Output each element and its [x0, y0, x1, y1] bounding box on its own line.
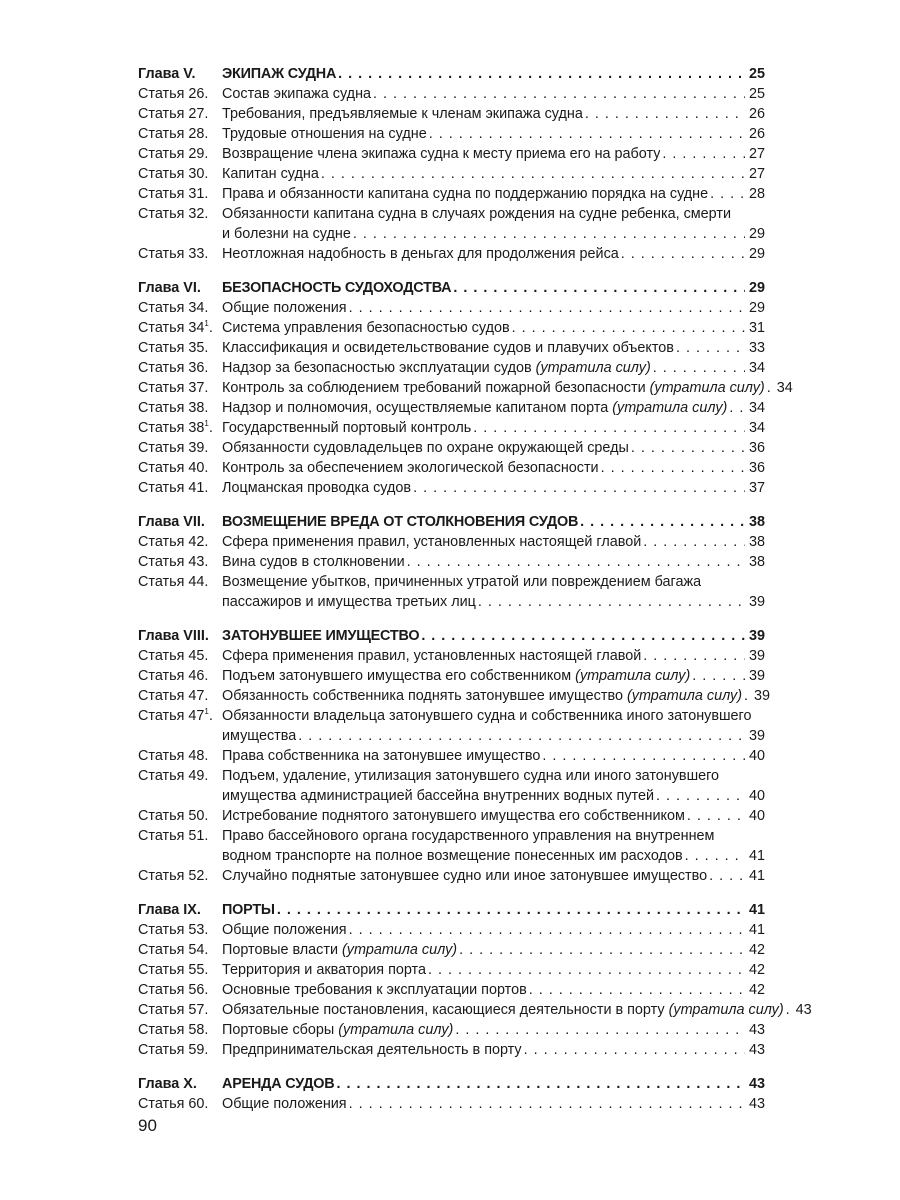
chapter-title: ПОРТЫ — [222, 902, 275, 918]
dot-leader — [473, 418, 745, 438]
article-label — [138, 184, 222, 204]
toc-chapter — [138, 626, 771, 886]
article-note: (утратила силу) — [668, 1002, 784, 1018]
dot-leader — [459, 940, 745, 960]
article-note: (утратила силу) — [626, 688, 743, 704]
article-entry — [138, 980, 765, 1000]
article-entry — [138, 84, 765, 104]
article-entry — [138, 478, 765, 498]
article-label-text: Статья 38. — [138, 400, 209, 416]
chapter-page-number: 29 — [748, 280, 765, 296]
article-label-text: Статья 32. — [138, 206, 209, 222]
article-entry — [138, 706, 765, 746]
article-label — [138, 104, 222, 124]
article-page-number: 25 — [748, 86, 765, 102]
article-label-text: Статья 41. — [138, 480, 209, 496]
article-label — [138, 358, 222, 378]
article-label — [138, 1040, 222, 1060]
article-label — [138, 318, 222, 338]
article-label — [138, 766, 222, 786]
dot-leader — [407, 552, 745, 572]
article-label — [138, 686, 222, 706]
article-entry — [138, 766, 765, 806]
article-page-number: 41 — [748, 868, 765, 884]
article-entry — [138, 144, 765, 164]
toc-chapter — [138, 512, 765, 612]
article-note: (утратила силу) — [338, 1022, 454, 1038]
article-superscript: 1 — [204, 419, 209, 429]
article-page-number: 29 — [748, 300, 765, 316]
article-entry — [138, 666, 765, 686]
article-label-text: Статья 51. — [138, 828, 209, 844]
article-label-text: Статья 47. — [138, 688, 209, 704]
article-page-number: 29 — [748, 246, 765, 262]
article-title: Подъем, удаление, утилизация затонувшего судна или иного затонувшего — [222, 768, 720, 784]
article-label-text: Статья 28. — [138, 126, 209, 142]
article-label-text: Статья 34. — [138, 300, 209, 316]
article-page-number: 42 — [748, 962, 765, 978]
article-label — [138, 164, 222, 184]
article-entry — [138, 1020, 765, 1040]
chapter-page-number: 25 — [748, 66, 765, 82]
article-label-text: Статья 30. — [138, 166, 209, 182]
dot-leader — [353, 224, 745, 244]
article-title: Сфера применения правил, установленных настоящей главой — [222, 534, 642, 550]
dot-leader — [662, 144, 745, 164]
article-label-text: Статья 46. — [138, 668, 209, 684]
article-title: Обязанности владельца затонувшего судна и собственника иного затонувшего — [222, 708, 752, 724]
article-label-text: Статья 38 — [138, 420, 205, 436]
article-entry — [138, 458, 765, 478]
article-entry — [138, 204, 765, 244]
article-title: Обязанности судовладельцев по охране окружающей среды — [222, 440, 629, 456]
article-label — [138, 398, 222, 418]
article-label-text: Статья 45. — [138, 648, 209, 664]
article-page-number: 28 — [748, 186, 765, 202]
article-page-number: 36 — [748, 460, 765, 476]
article-label — [138, 806, 222, 826]
article-label-text: Статья 48. — [138, 748, 209, 764]
article-page-number: 33 — [748, 340, 765, 356]
dot-leader — [729, 398, 745, 418]
article-page-number: 43 — [748, 1096, 765, 1112]
article-title-wrap — [222, 686, 742, 706]
article-label-text: Статья 49. — [138, 768, 209, 784]
article-page-number: 34 — [776, 380, 793, 396]
article-entry — [138, 686, 771, 706]
article-label-text: Статья 56. — [138, 982, 209, 998]
article-label-text: Статья 44. — [138, 574, 209, 590]
article-entry — [138, 438, 765, 458]
article-page-number: 36 — [748, 440, 765, 456]
article-label — [138, 458, 222, 478]
article-title-wrap — [222, 940, 457, 960]
article-page-number: 27 — [748, 166, 765, 182]
article-page-number: 39 — [748, 668, 765, 684]
dot-leader — [337, 1074, 746, 1094]
article-label-dot: . — [208, 708, 213, 724]
article-entry — [138, 338, 765, 358]
article-title: Подъем затонувшего имущества его собственником — [222, 668, 576, 684]
article-label — [138, 1094, 222, 1114]
article-label — [138, 866, 222, 886]
article-label — [138, 1000, 222, 1020]
chapter-page-number: 39 — [748, 628, 765, 644]
article-title: Право бассейнового органа государственного управления на внутреннем — [222, 828, 715, 844]
article-entry — [138, 318, 765, 338]
article-label-text: Статья 55. — [138, 962, 209, 978]
article-page-number: 39 — [748, 728, 765, 744]
article-label-text: Статья 54. — [138, 942, 209, 958]
article-page-number: 39 — [748, 648, 765, 664]
article-note: (утратила силу) — [342, 942, 458, 958]
article-label-text: Статья 29. — [138, 146, 209, 162]
article-superscript: 1 — [204, 319, 209, 329]
article-note: (утратила силу) — [649, 380, 765, 396]
article-title: Общие положения — [222, 300, 347, 316]
article-title: Общие положения — [222, 922, 347, 938]
dot-leader — [709, 866, 745, 886]
dot-leader — [349, 298, 745, 318]
article-title: Обязательные постановления, касающиеся деятельности в порту — [222, 1002, 669, 1018]
chapter-heading — [138, 900, 765, 920]
article-superscript: 1 — [204, 707, 209, 717]
chapter-heading — [138, 626, 765, 646]
dot-leader — [710, 184, 745, 204]
article-title: Права и обязанности капитана судна по поддержанию порядка на судне — [222, 186, 709, 202]
article-label-text: Статья 35. — [138, 340, 209, 356]
article-label — [138, 84, 222, 104]
dot-leader — [512, 318, 745, 338]
chapter-label: Глава VIII. — [138, 628, 209, 644]
dot-leader — [621, 244, 745, 264]
article-label-text: Статья 59. — [138, 1042, 209, 1058]
article-label-text: Статья 43. — [138, 554, 209, 570]
article-title: Надзор и полномочия, осуществляемые капитаном порта — [222, 400, 613, 416]
article-label — [138, 532, 222, 552]
article-title: пассажиров и имущества третьих лиц — [222, 594, 476, 610]
dot-leader — [656, 786, 745, 806]
article-label-text: Статья 36. — [138, 360, 209, 376]
article-page-number: 41 — [748, 848, 765, 864]
article-entry — [138, 124, 765, 144]
toc-chapter — [138, 64, 765, 264]
article-label — [138, 1020, 222, 1040]
article-label-text: Статья 42. — [138, 534, 209, 550]
article-label — [138, 144, 222, 164]
article-page-number: 43 — [748, 1042, 765, 1058]
article-page-number: 43 — [748, 1022, 765, 1038]
article-note: (утратила силу) — [575, 668, 691, 684]
table-of-contents — [138, 64, 812, 1128]
article-label — [138, 646, 222, 666]
article-title: Требования, предъявляемые к членам экипажа судна — [222, 106, 583, 122]
dot-leader — [767, 378, 773, 398]
article-page-number: 26 — [748, 126, 765, 142]
article-title-wrap — [222, 666, 690, 686]
toc-chapter — [138, 278, 793, 498]
article-label-text: Статья 58. — [138, 1022, 209, 1038]
article-label — [138, 572, 222, 592]
article-entry — [138, 184, 765, 204]
dot-leader — [643, 646, 745, 666]
article-title: Обязанность собственника поднять затонувшее имущество — [222, 688, 627, 704]
article-title: Сфера применения правил, установленных настоящей главой — [222, 648, 642, 664]
article-label-dot: . — [208, 420, 213, 436]
article-label-text: Статья 52. — [138, 868, 209, 884]
article-title: имущества администрацией бассейна внутренних водных путей — [222, 788, 654, 804]
dot-leader — [373, 84, 745, 104]
dot-leader — [478, 592, 745, 612]
chapter-heading — [138, 1074, 765, 1094]
article-entry — [138, 244, 765, 264]
article-page-number: 38 — [748, 534, 765, 550]
article-title: Возмещение убытков, причиненных утратой или повреждением багажа — [222, 574, 702, 590]
article-label-text: Статья 57. — [138, 1002, 209, 1018]
article-label — [138, 706, 222, 726]
article-page-number: 42 — [748, 942, 765, 958]
article-title: Контроль за соблюдением требований пожарной безопасности — [222, 380, 650, 396]
article-title: Трудовые отношения на судне — [222, 126, 427, 142]
article-label-text: Статья 60. — [138, 1096, 209, 1112]
dot-leader — [349, 920, 745, 940]
article-label-dot: . — [208, 320, 213, 336]
article-entry — [138, 960, 765, 980]
article-entry — [138, 806, 765, 826]
chapter-title: ЭКИПАЖ СУДНА — [222, 66, 337, 82]
article-entry — [138, 1040, 765, 1060]
article-label-text: Статья 34 — [138, 320, 205, 336]
article-page-number: 40 — [748, 808, 765, 824]
article-title: Возвращение члена экипажа судна к месту приема его на работу — [222, 146, 661, 162]
chapter-label: Глава V. — [138, 66, 196, 82]
article-label-text: Статья 39. — [138, 440, 209, 456]
chapter-label: Глава VI. — [138, 280, 201, 296]
dot-leader — [542, 746, 745, 766]
dot-leader — [601, 458, 745, 478]
chapter-title: ВОЗМЕЩЕНИЕ ВРЕДА ОТ СТОЛКНОВЕНИЯ СУДОВ — [222, 514, 579, 530]
article-entry — [138, 646, 765, 666]
article-entry — [138, 920, 765, 940]
article-label — [138, 826, 222, 846]
article-title: Неотложная надобность в деньгах для продолжения рейса — [222, 246, 619, 262]
article-title-wrap — [222, 1000, 784, 1020]
article-label — [138, 920, 222, 940]
dot-leader — [413, 478, 745, 498]
article-entry — [138, 378, 793, 398]
dot-leader — [676, 338, 745, 358]
dot-leader — [453, 278, 745, 298]
article-title-wrap — [222, 398, 727, 418]
chapter-heading — [138, 512, 765, 532]
article-label — [138, 666, 222, 686]
article-title: Лоцманская проводка судов — [222, 480, 412, 496]
article-title-wrap — [222, 378, 765, 398]
article-label-text: Статья 26. — [138, 86, 209, 102]
dot-leader — [524, 1040, 745, 1060]
dot-leader — [580, 512, 745, 532]
article-page-number: 26 — [748, 106, 765, 122]
article-page-number: 34 — [748, 360, 765, 376]
article-entry — [138, 418, 765, 438]
article-entry — [138, 398, 765, 418]
article-label — [138, 438, 222, 458]
article-page-number: 38 — [748, 554, 765, 570]
dot-leader — [687, 806, 745, 826]
chapter-page-number: 43 — [748, 1076, 765, 1092]
chapter-heading — [138, 64, 765, 84]
dot-leader — [653, 358, 745, 378]
article-page-number: 39 — [748, 594, 765, 610]
article-title: Общие положения — [222, 1096, 347, 1112]
chapter-label: Глава VII. — [138, 514, 205, 530]
article-label — [138, 552, 222, 572]
article-title: Состав экипажа судна — [222, 86, 372, 102]
article-title: Классификация и освидетельствование судов и плавучих объектов — [222, 340, 674, 356]
article-title: Контроль за обеспечением экологической безопасности — [222, 460, 599, 476]
dot-leader — [455, 1020, 745, 1040]
article-entry — [138, 358, 765, 378]
dot-leader — [692, 666, 745, 686]
article-title: Права собственника на затонувшее имущество — [222, 748, 541, 764]
article-entry — [138, 940, 765, 960]
dot-leader — [277, 900, 745, 920]
article-page-number: 40 — [748, 748, 765, 764]
article-entry — [138, 572, 765, 612]
article-page-number: 27 — [748, 146, 765, 162]
article-title: Обязанности капитана судна в случаях рождения на судне ребенка, смерти — [222, 206, 731, 222]
article-title: и болезни на судне — [222, 226, 351, 242]
article-page-number: 39 — [754, 688, 771, 704]
dot-leader — [429, 124, 745, 144]
article-label-text: Статья 40. — [138, 460, 209, 476]
article-entry — [138, 866, 765, 886]
article-label-text: Статья 47 — [138, 708, 205, 724]
article-title: Портовые власти — [222, 942, 342, 958]
article-page-number: 34 — [748, 400, 765, 416]
dot-leader — [643, 532, 745, 552]
chapter-page-number: 38 — [748, 514, 765, 530]
article-label-text: Статья 53. — [138, 922, 209, 938]
article-label-text: Статья 27. — [138, 106, 209, 122]
article-title: Вина судов в столкновении — [222, 554, 405, 570]
article-label — [138, 980, 222, 1000]
dot-leader — [685, 846, 745, 866]
article-label — [138, 204, 222, 224]
article-label — [138, 960, 222, 980]
dot-leader — [421, 626, 745, 646]
article-title: Надзор за безопасностью эксплуатации судов — [222, 360, 536, 376]
article-note: (утратила силу) — [612, 400, 728, 416]
article-page-number: 43 — [795, 1002, 812, 1018]
chapter-page-number: 41 — [748, 902, 765, 918]
article-entry — [138, 164, 765, 184]
article-note: (утратила силу) — [535, 360, 651, 376]
article-title: Государственный портовый контроль — [222, 420, 472, 436]
article-entry — [138, 1094, 765, 1114]
article-title: Территория и акватория порта — [222, 962, 426, 978]
article-title: имущества — [222, 728, 297, 744]
article-title: водном транспорте на полное возмещение понесенных им расходов — [222, 848, 683, 864]
article-title: Основные требования к эксплуатации портов — [222, 982, 527, 998]
dot-leader — [529, 980, 745, 1000]
article-title: Система управления безопасностью судов — [222, 320, 510, 336]
article-page-number: 41 — [748, 922, 765, 938]
article-title: Капитан судна — [222, 166, 319, 182]
page-number: 90 — [138, 1116, 157, 1135]
article-entry — [138, 1000, 812, 1020]
article-label — [138, 298, 222, 318]
dot-leader — [349, 1094, 745, 1114]
article-title: Портовые сборы — [222, 1022, 339, 1038]
article-label-text: Статья 37. — [138, 380, 209, 396]
chapter-heading — [138, 278, 765, 298]
article-label-text: Статья 33. — [138, 246, 209, 262]
article-label-text: Статья 50. — [138, 808, 209, 824]
article-title: Предпринимательская деятельность в порту — [222, 1042, 522, 1058]
article-label — [138, 244, 222, 264]
dot-leader — [428, 960, 745, 980]
article-entry — [138, 746, 765, 766]
article-entry — [138, 104, 765, 124]
article-label — [138, 124, 222, 144]
article-page-number: 37 — [748, 480, 765, 496]
chapter-title: БЕЗОПАСНОСТЬ СУДОХОДСТВА — [222, 280, 452, 296]
article-label — [138, 940, 222, 960]
article-title-wrap — [222, 358, 651, 378]
article-entry — [138, 298, 765, 318]
article-label — [138, 378, 222, 398]
toc-chapter — [138, 1074, 765, 1114]
article-page-number: 34 — [748, 420, 765, 436]
article-page-number: 29 — [748, 226, 765, 242]
chapter-label: Глава IX. — [138, 902, 201, 918]
dot-leader — [585, 104, 745, 124]
article-title-wrap — [222, 1020, 453, 1040]
chapter-label: Глава X. — [138, 1076, 197, 1092]
article-entry — [138, 532, 765, 552]
dot-leader — [298, 726, 745, 746]
article-label — [138, 418, 222, 438]
article-entry — [138, 826, 765, 866]
article-label — [138, 746, 222, 766]
article-label — [138, 478, 222, 498]
dot-leader — [744, 686, 750, 706]
article-label — [138, 338, 222, 358]
dot-leader — [631, 438, 745, 458]
article-title: Истребование поднятого затонувшего имущества его собственником — [222, 808, 685, 824]
article-entry — [138, 552, 765, 572]
chapter-title: АРЕНДА СУДОВ — [222, 1076, 335, 1092]
article-page-number: 42 — [748, 982, 765, 998]
article-title: Случайно поднятые затонувшее судно или иное затонувшее имущество — [222, 868, 708, 884]
article-page-number: 31 — [748, 320, 765, 336]
toc-chapter — [138, 900, 812, 1060]
chapter-title: ЗАТОНУВШЕЕ ИМУЩЕСТВО — [222, 628, 420, 644]
dot-leader — [321, 164, 745, 184]
dot-leader — [338, 64, 745, 84]
dot-leader — [786, 1000, 792, 1020]
article-label-text: Статья 31. — [138, 186, 209, 202]
article-page-number: 40 — [748, 788, 765, 804]
